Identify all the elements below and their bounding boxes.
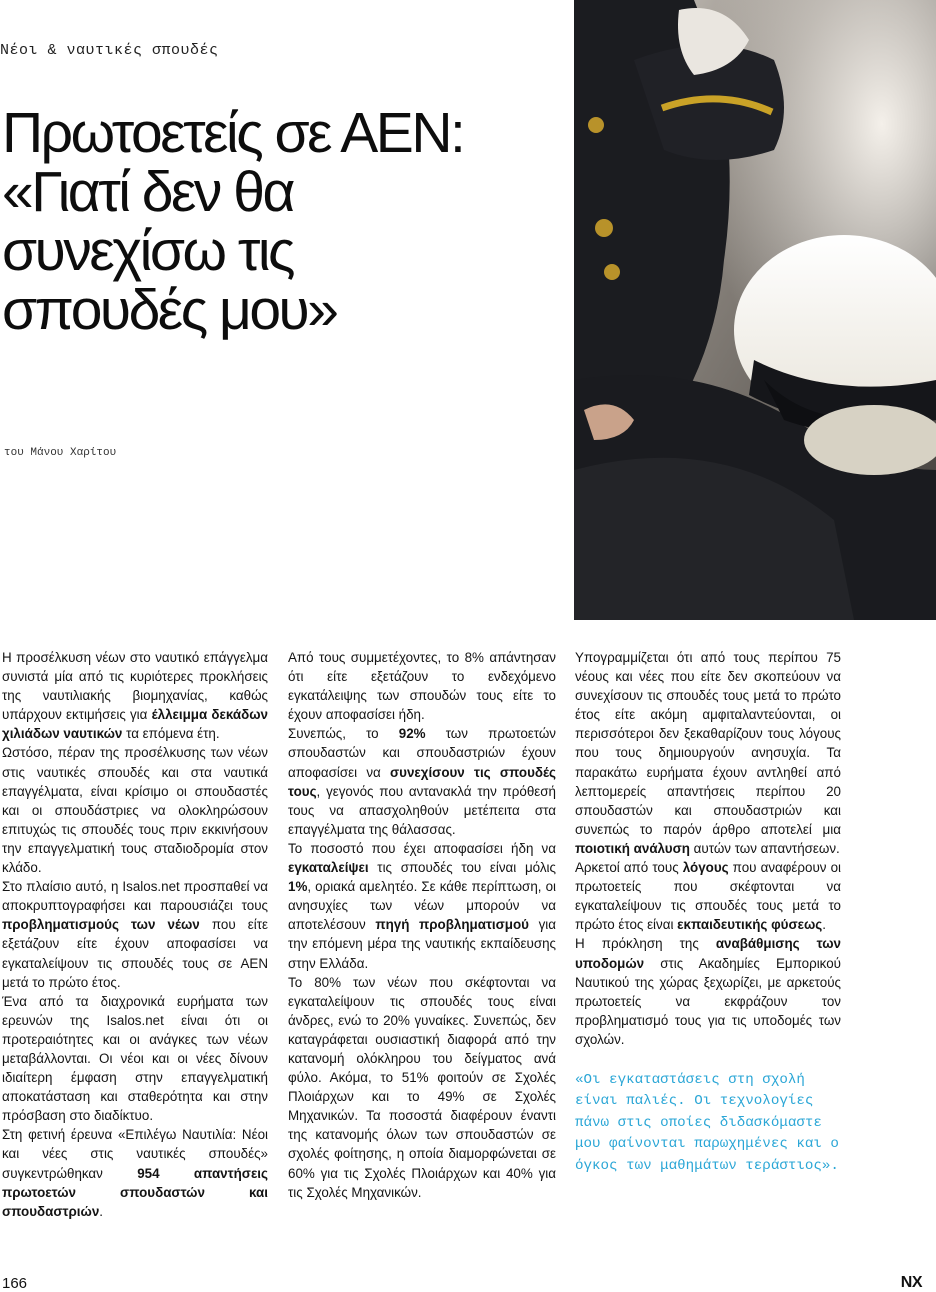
emphasis-text: έλλειμμα δεκάδων χιλιάδων ναυτικών	[2, 707, 268, 742]
body-text: , γεγονός που αντανακλά την πρόθεσή τους να απασχοληθούν μετέπειτα στα επαγγέλματα της θάλασσας.	[288, 783, 556, 837]
article-column-3	[575, 648, 841, 1177]
body-text: Στη φετινή έρευνα «Επιλέγω Ναυτιλία: Νέοι και νέες στις ναυτικές σπουδές» συγκεντρώθηκαν	[2, 1127, 268, 1181]
paragraph	[288, 724, 556, 839]
title-line: συνεχίσω τις	[2, 219, 294, 283]
title-line: σπουδές μου»	[2, 278, 337, 342]
paragraph	[575, 934, 841, 1049]
emphasis-text: ποιοτική ανάλυση	[575, 840, 690, 856]
body-text: τις σπουδές του είναι μόλις	[368, 860, 556, 876]
body-text: Η πρόκληση της	[575, 936, 716, 952]
pull-quote: «Οι εγκαταστάσεις στη σχολή είναι παλιές. Οι τεχνολογίες πάνω στις οποίες διδασκόμαστε μου φαίνονται παρωχημένες και ο όγκος των μαθημάτων τεράστιος».	[575, 1071, 839, 1174]
body-text: για την επόμενη μέρα της ναυτικής εκπαίδευσης στην Ελλάδα.	[288, 917, 556, 971]
emphasis-text: 92%	[398, 726, 426, 742]
magazine-logo: NX	[900, 1274, 922, 1291]
body-text: Ένα από τα διαχρονικά ευρήματα των ερευνών της Isalos.net είναι ότι οι προτεραιότητες και οι ανάγκες των νέων μεταβάλλονται. Οι νέοι και οι νέες δίνουν ιδιαίτερη έμφαση στην επαγγελματική αποκατάσταση και σταθερότητα και στην πρόσβαση στο διαδίκτυο.	[2, 993, 268, 1124]
paragraph	[2, 877, 268, 992]
paragraph	[575, 858, 841, 934]
emphasis-text: 954 απαντήσεις πρωτοετών σπουδαστών και σπουδαστριών	[2, 1165, 268, 1219]
emphasis-text: εγκαταλείψει	[288, 860, 369, 876]
section-label: Νέοι & ναυτικές σπουδές	[0, 42, 219, 59]
emphasis-text: λόγους	[682, 860, 729, 876]
body-text: Υπογραμμίζεται ότι από τους περίπου 75 νέους και νέες που είτε δεν σκοπεύουν να συνεχίσουν τις σπουδές τους μετά το πρώτο έτος είτε ακόμη αμφιταλαντεύονται, οι περισσότεροι δεν ξεκαθαρίζουν τους λόγους που τους δημιουργούν ανησυχία. Τα παρακάτω ευρήματα έχουν αντληθεί από λεπτομερείς απαντήσεις περίπου 20 σπουδαστών και σπουδαστριών και συνεπώς το παρόν άρθρο αποτελεί μια	[575, 650, 841, 837]
title-line: «Γιατί δεν θα	[2, 160, 293, 224]
body-text: .	[822, 917, 827, 933]
paragraph	[2, 992, 268, 1126]
article-title	[2, 101, 572, 342]
body-text: Από τους συμμετέχοντες, το 8% απάντησαν ότι είτε εξετάζουν το ενδεχόμενο εγκατάλειψης των σπουδών τους είτε το έχουν αποφασίσει ήδη.	[288, 650, 556, 723]
body-text: των πρωτοετών σπουδαστών και σπουδαστριών έχουν αποφασίσει να	[288, 726, 556, 780]
byline: του Μάνου Χαρίτου	[4, 447, 117, 459]
body-text: αυτών των απαντήσεων.	[689, 840, 840, 856]
body-text: Ωστόσο, πέραν της προσέλκυσης των νέων στις ναυτικές σπουδές και στα ναυτικά επαγγέλματα, είναι κρίσιμο οι σπουδαστές και οι σπουδάστριες να ολοκληρώσουν επιτυχώς τις σπουδές τους πριν εκκινήσουν την επαγγελματική τους σταδιοδρομία στον κλάδο.	[2, 745, 268, 876]
body-text: που αναφέρουν οι πρωτοετείς που σκέφτονται να εγκαταλείψουν τις σπουδές τους μετά το πρώτο έτος είναι	[575, 860, 841, 933]
paragraph	[288, 839, 556, 973]
paragraph	[288, 973, 556, 1202]
body-text: που είτε εξετάζουν είτε έχουν αποφασίσει να εγκαταλείψουν τις σπουδές τους σε ΑΕΝ μετά το πρώτο έτος.	[2, 917, 268, 990]
body-text: Το ποσοστό που έχει αποφασίσει ήδη να	[288, 840, 556, 856]
body-text: Συνεπώς, το	[288, 726, 399, 742]
emphasis-text: αναβάθμισης των υποδομών	[575, 936, 841, 971]
paragraph	[2, 1125, 268, 1220]
body-text: .	[99, 1203, 103, 1219]
paragraph	[288, 648, 556, 724]
naval-cadets-photo	[574, 0, 936, 620]
body-text: στις Ακαδημίες Εμπορικού Ναυτικού της χώρας ξεχωρίζει, με αρκετούς πρωτοετείς να εκφράζουν τον προβληματισμό τους για τις υποδομές των σχολών.	[575, 955, 841, 1047]
emphasis-text: συνεχίσουν τις σπουδές τους	[288, 764, 556, 799]
article-column-2	[288, 648, 556, 1202]
emphasis-text: προβληματισμούς των νέων	[2, 917, 200, 933]
article-column-1	[2, 648, 268, 1221]
emphasis-text: πηγή προβληματισμού	[375, 917, 529, 933]
body-text: , οριακά αμελητέο. Σε κάθε περίπτωση, οι ανησυχίες των νέων μπορούν να αποτελέσουν	[288, 879, 556, 933]
paragraph	[2, 648, 268, 743]
title-line: Πρωτοετείς σε ΑΕΝ:	[2, 101, 464, 165]
page-number: 166	[2, 1275, 28, 1292]
body-text: Αρκετοί από τους	[575, 860, 683, 876]
paragraph	[2, 743, 268, 877]
body-text: Το 80% των νέων που σκέφτονται να εγκαταλείψουν τις σπουδές τους είναι άνδρες, ενώ το 20% γυναίκες. Συνεπώς, δεν καταγράφεται ουσιαστική διαφορά από την κατανομή ολόκληρου του δείγματος ανά φύλο. Ακόμα, το 51% φοιτούν σε Σχολές Πλοιάρχων και το 49% σε Σχολές Μηχανικών. Τα ποσοστά διαφέρουν έναντι της κατανομής όλων των σπουδαστών σε σχολές φοίτησης, η οποία διαμορφώνεται σε 60% για τις Σχολές Πλοιάρχων και 40% για τις Σχολές Μηχανικών.	[288, 974, 556, 1200]
body-text: τα επόμενα έτη.	[122, 726, 220, 742]
body-text: Η προσέλκυση νέων στο ναυτικό επάγγελμα συνιστά μία από τις κυριότερες προκλήσεις της ναυτιλιακής βιομηχανίας, καθώς υπάρχουν εκτιμήσεις για	[2, 650, 268, 723]
emphasis-text: εκπαιδευτικής φύσεως	[677, 917, 823, 933]
emphasis-text: 1%	[288, 879, 308, 895]
body-text: Στο πλαίσιο αυτό, η Isalos.net προσπαθεί να αποκρυπτογραφήσει και παρουσιάζει τους	[2, 879, 268, 914]
paragraph	[575, 648, 841, 858]
